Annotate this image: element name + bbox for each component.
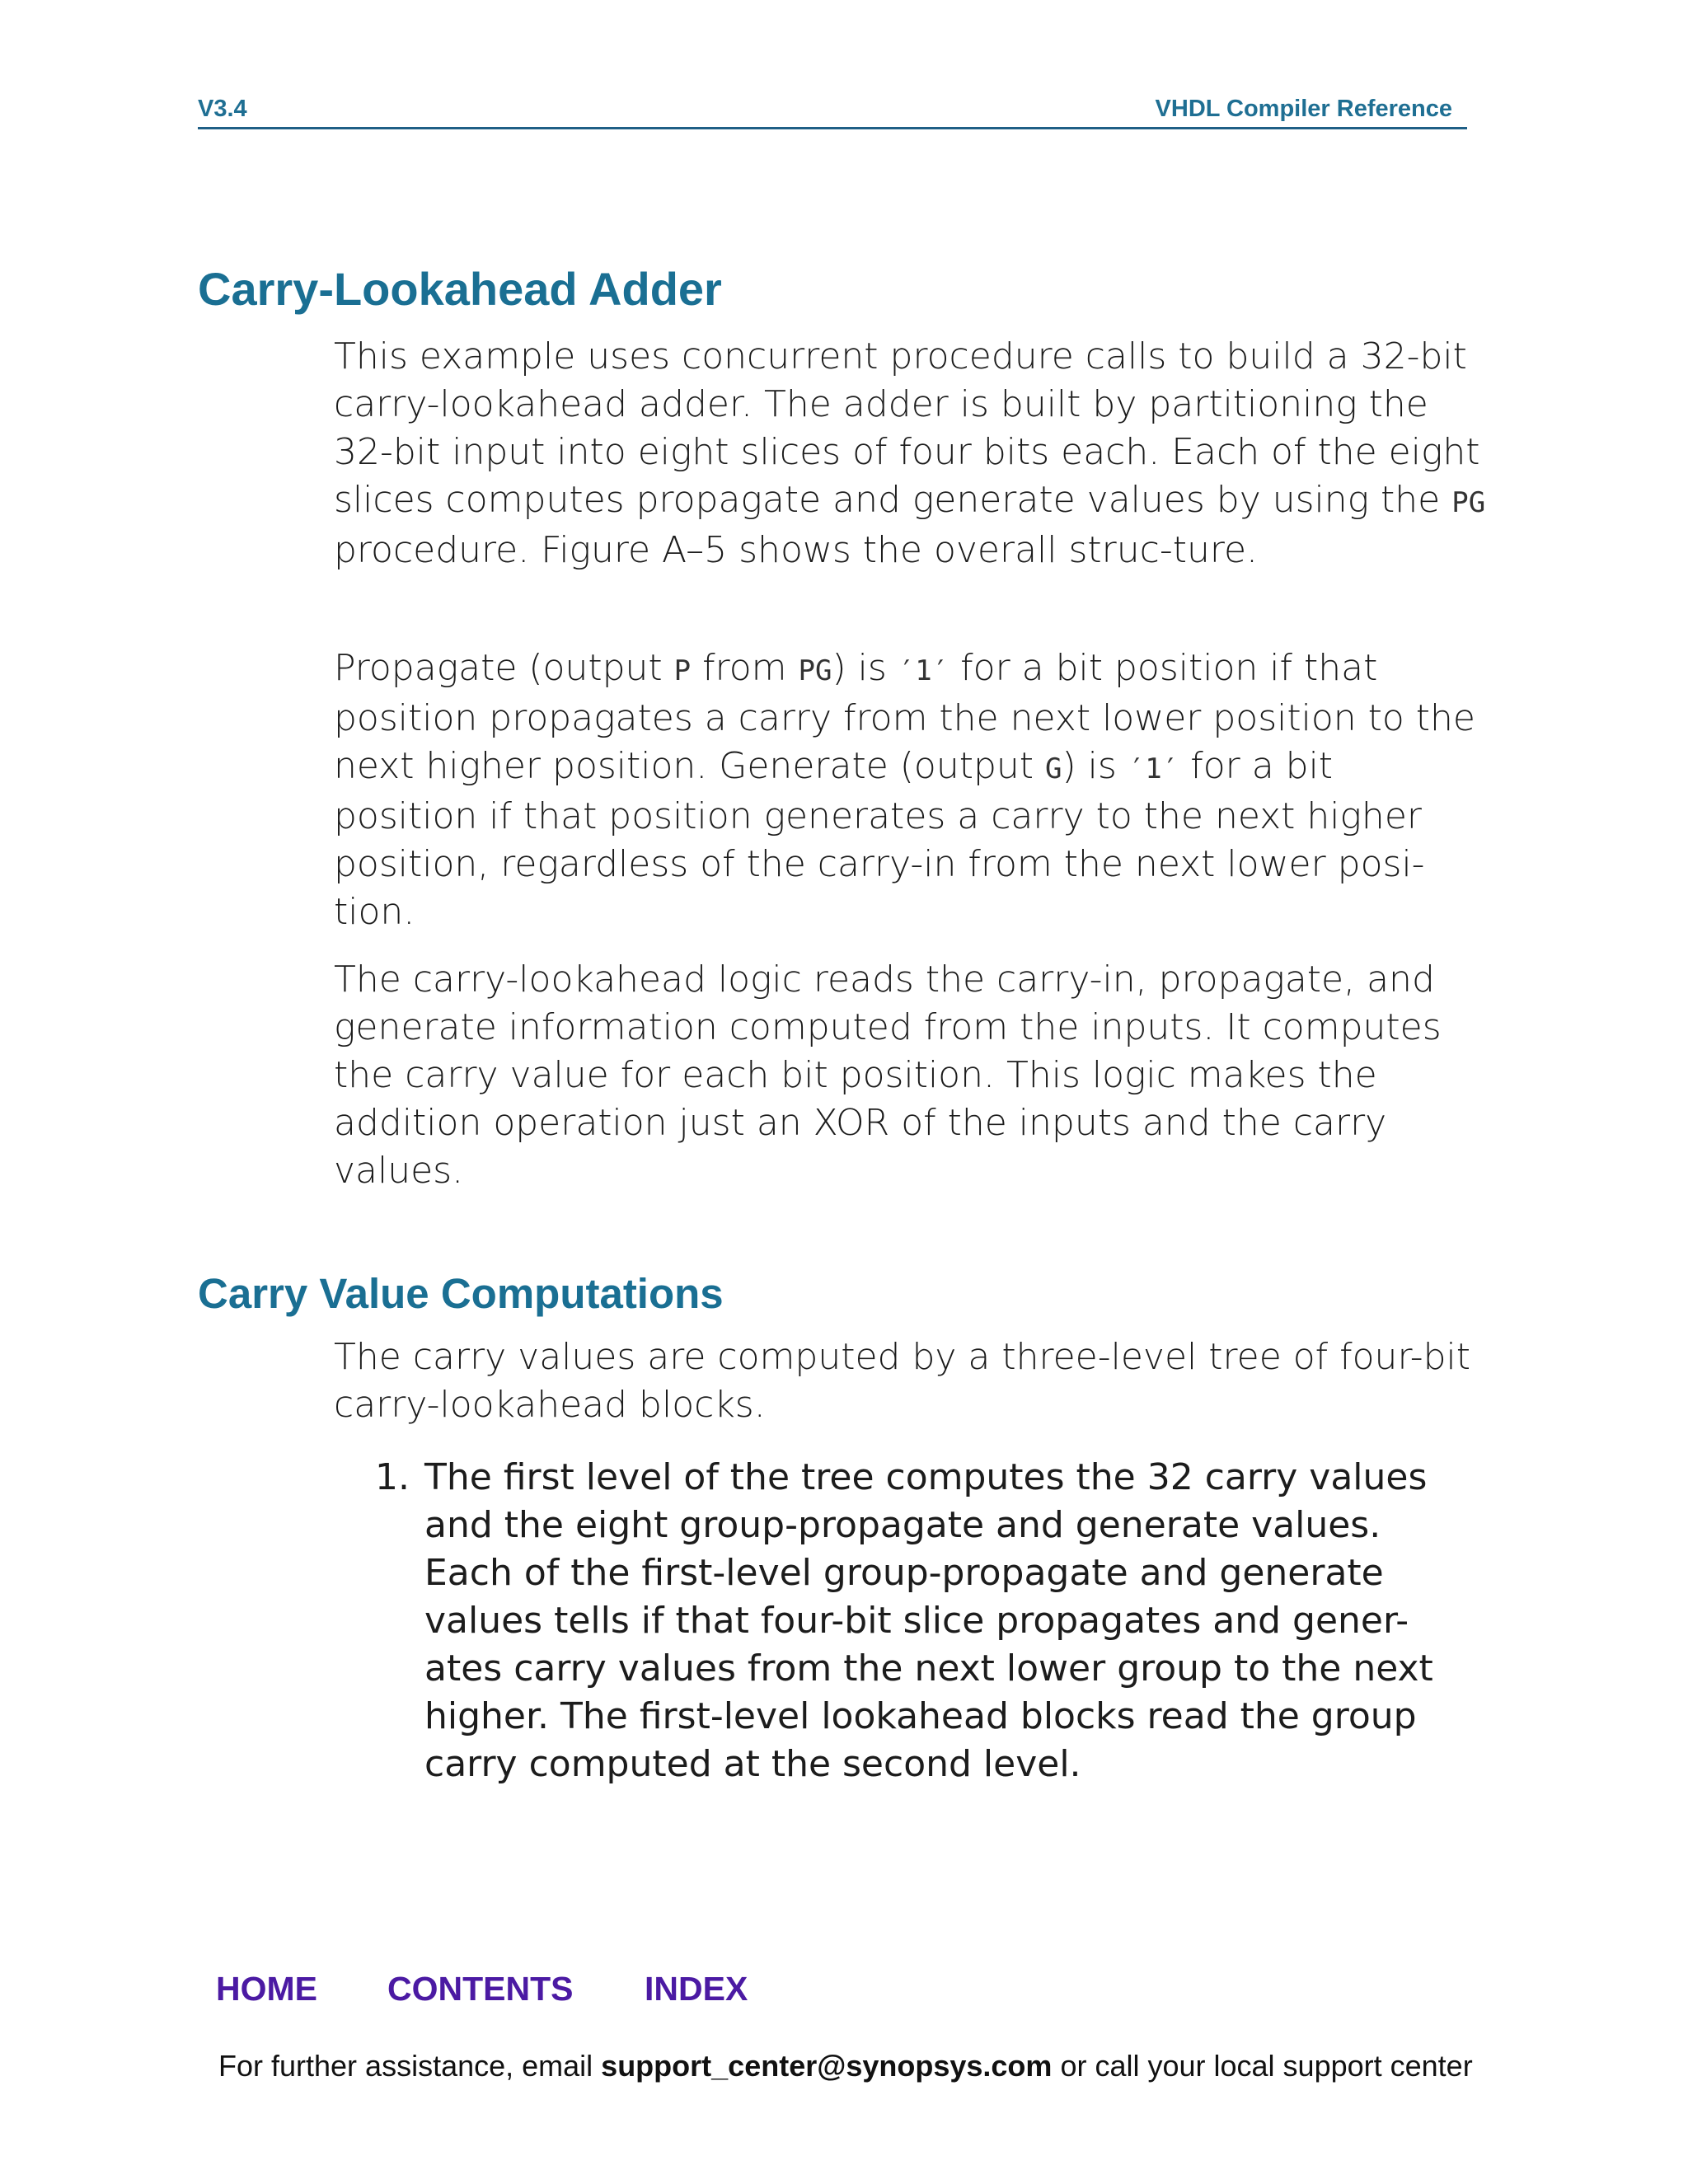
paragraph-lookahead-logic: The carry-lookahead logic reads the carry-in, propagate, and generate information computed from the inputs. It computes the carry value for each bit position. This logic makes the addition operation just an XOR of the inputs and the carry values. (334, 958, 1442, 1192)
code-one: ′1′ (898, 654, 950, 687)
code-pg: PG (1451, 486, 1486, 519)
code-one: ′1′ (1128, 752, 1179, 785)
paragraph-carry-values: The carry values are computed by a three-level tree of four-bit carry-lookahead blocks. (334, 1336, 1470, 1426)
support-footer (218, 2049, 1473, 2083)
text-run: This example uses concurrent procedure calls to build a 32-bit carry-lookahead adder. The adder is built by partitioning the 32-bit input into eight slices of four bits each. Each of the eight slices computes propagate and generate values by using the (334, 335, 1480, 521)
list-item (375, 1454, 1463, 1788)
text-run: Propagate (output (334, 647, 674, 689)
text-run: for a bit position if that position generates a carry to the next higher position, regardless of the carry-in from the next lower posi-tion. (334, 745, 1425, 933)
code-g: G (1045, 752, 1062, 785)
text-run: procedure. Figure A–5 shows the overall struc-ture. (334, 529, 1259, 571)
page-header (198, 94, 1467, 129)
code-pg: PG (798, 654, 832, 687)
numbered-list (375, 1454, 1463, 1788)
section-title-carry-value-computations: Carry Value Computations (198, 1270, 724, 1317)
section-title-carry-lookahead-adder: Carry-Lookahead Adder (198, 263, 722, 315)
list-item-text: The first level of the tree computes the 32 carry values and the eight group-propagate and generate values. Each of the first-level group-propagate and generate values tells if that four-bit slice propagates and gener-ates carry values from the next lower group to the next higher. The first-level lookahead blocks read the group carry computed at the second level. (424, 1456, 1433, 1785)
support-email-link[interactable]: support_center@synopsys.com (601, 2049, 1053, 2083)
text-run: ) is (832, 647, 898, 689)
contents-link[interactable]: CONTENTS (387, 1970, 574, 2008)
document-title: VHDL Compiler Reference (1155, 96, 1452, 122)
paragraph-propagate (334, 644, 1488, 936)
code-p: P (673, 654, 692, 687)
version-label: V3.4 (198, 96, 247, 122)
text-run: for a bit position if that position propagates a carry from the next lower position to the next higher position. Generate (output (334, 647, 1475, 787)
text-run: ) is (1062, 745, 1128, 787)
list-number: 1. (375, 1456, 410, 1498)
footer-text: or call your local support center (1052, 2049, 1473, 2083)
home-link[interactable]: HOME (216, 1970, 317, 2008)
paragraph-intro (334, 333, 1488, 574)
text-run: from (691, 647, 799, 689)
footer-text: For further assistance, email (218, 2049, 602, 2083)
index-link[interactable]: INDEX (645, 1970, 748, 2008)
